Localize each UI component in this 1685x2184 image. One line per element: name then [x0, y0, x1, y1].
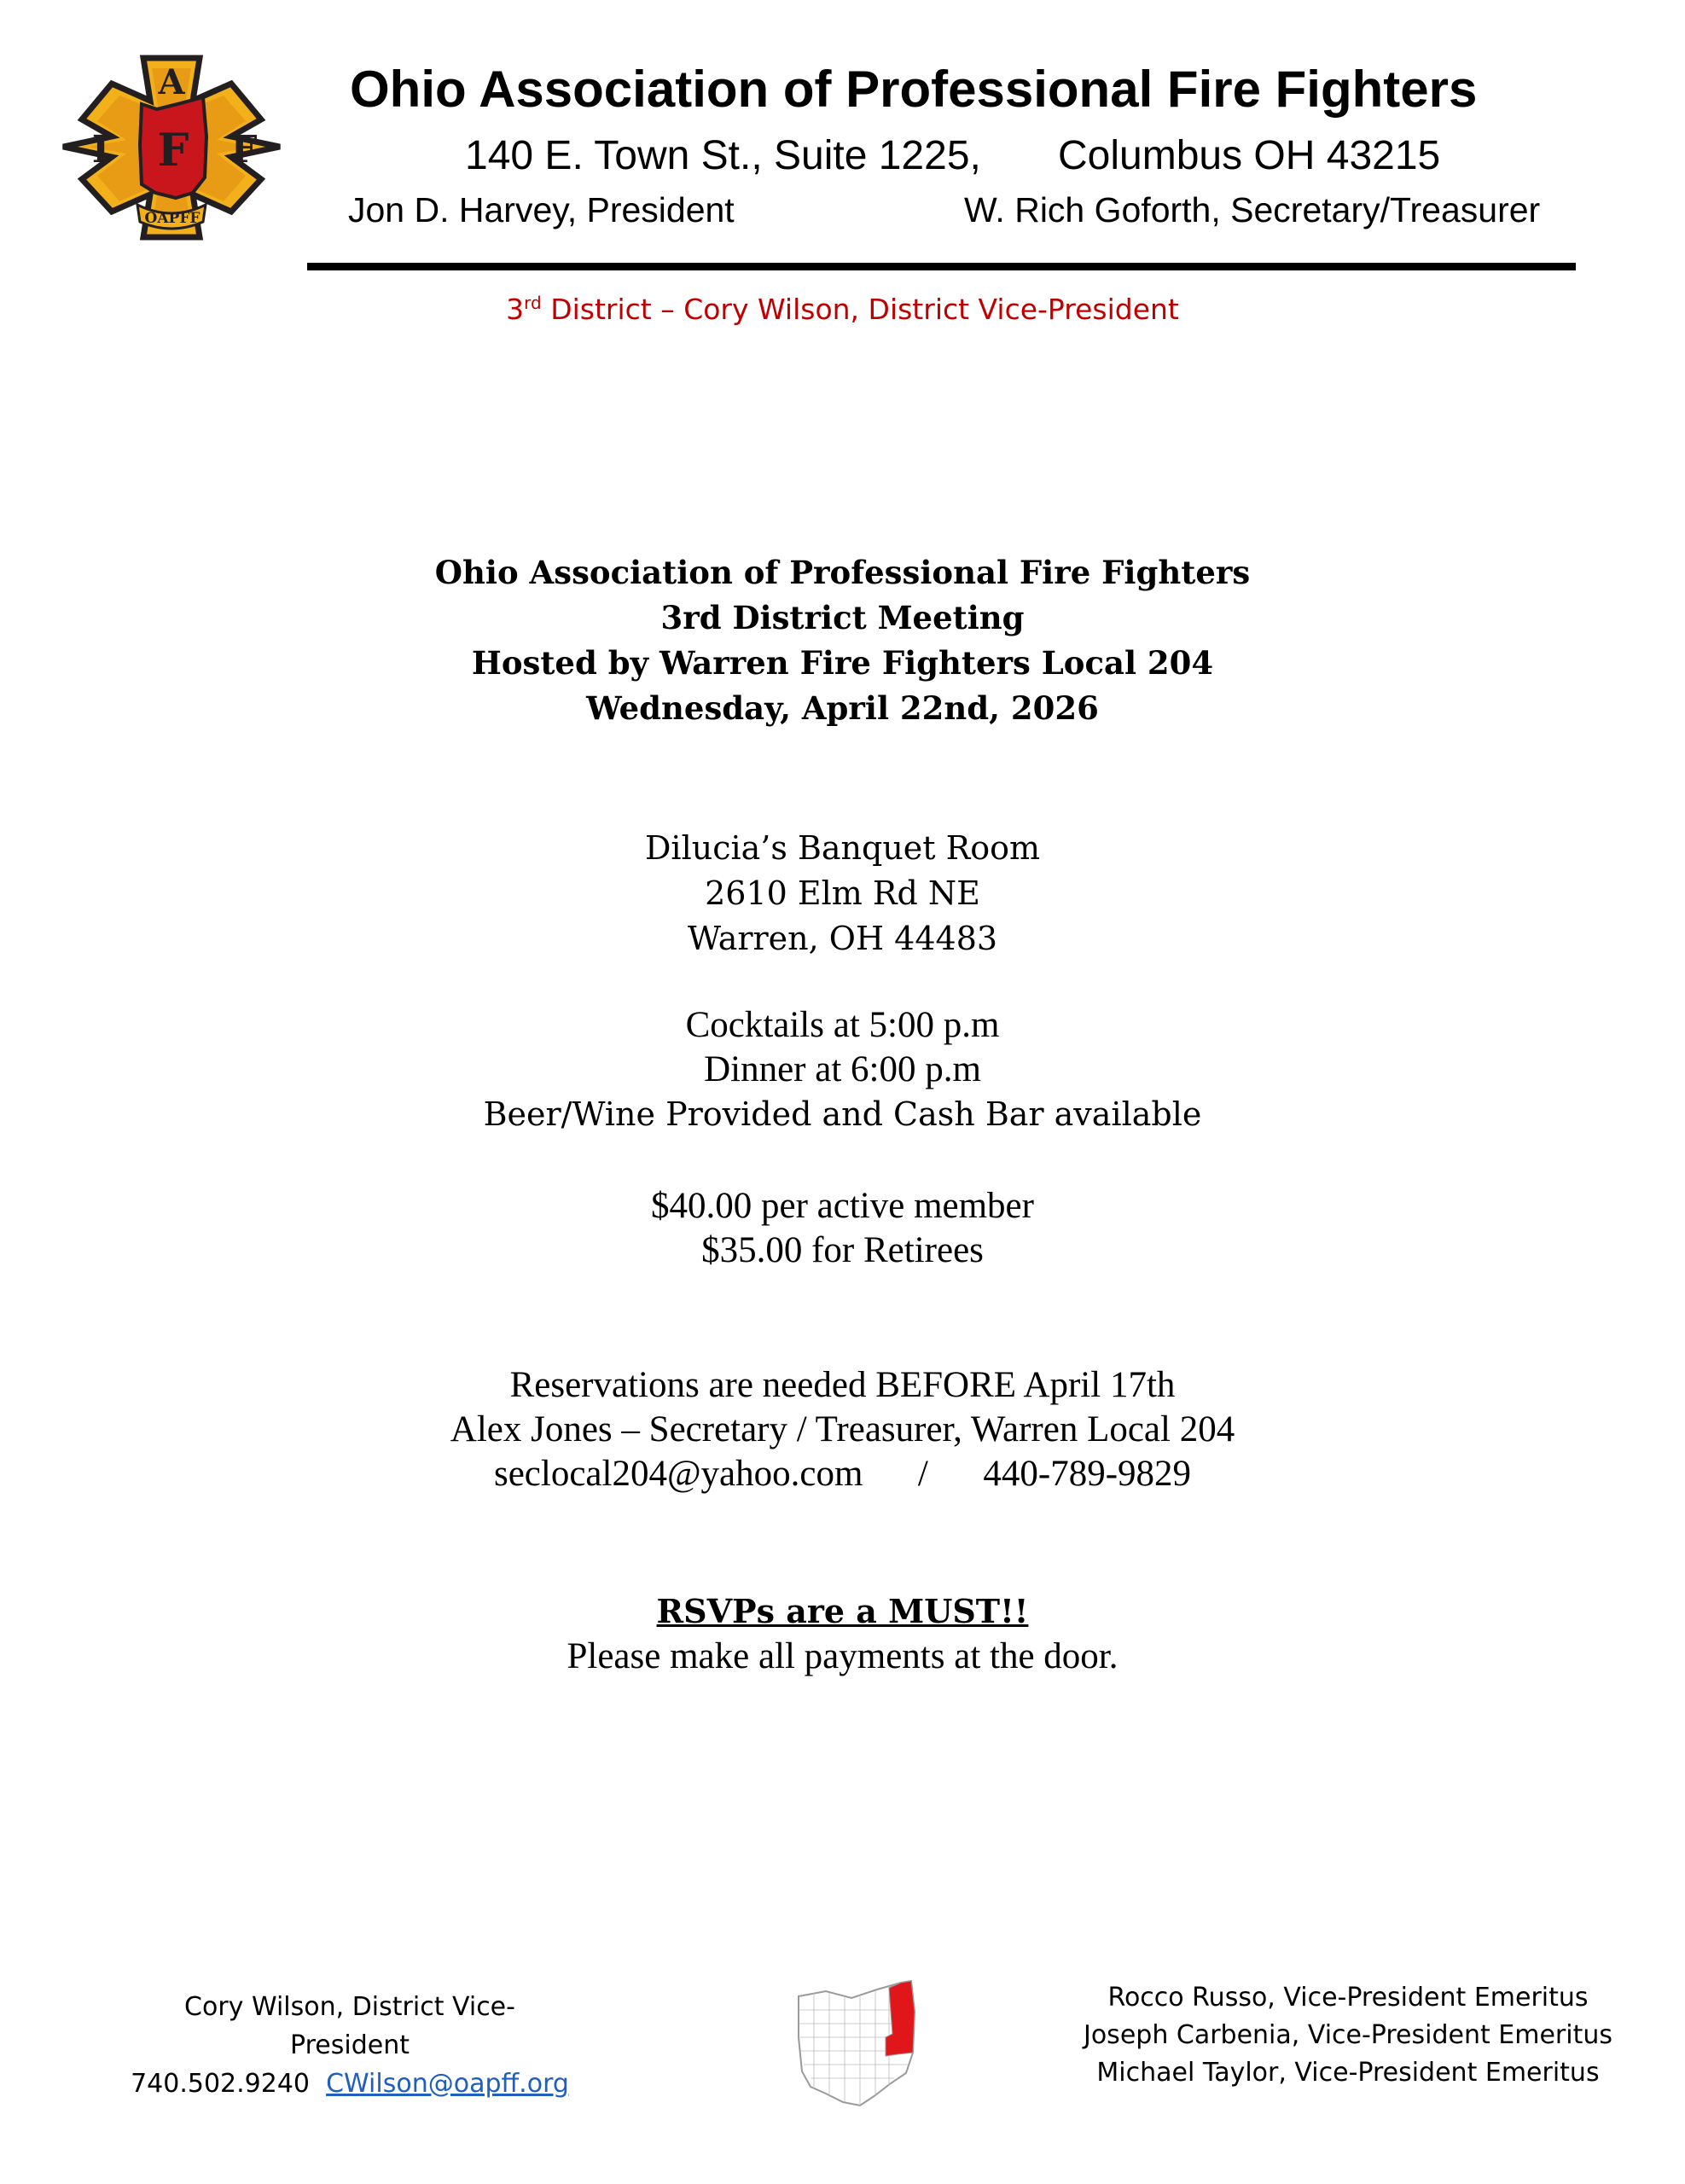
venue-name: Dilucia’s Banquet Room [644, 829, 1041, 867]
event-date: Wednesday, April 22nd, 2026 [586, 689, 1099, 727]
svg-text:F: F [157, 125, 189, 177]
secretary-treasurer-name: W. Rich Goforth, Secretary/Treasurer [964, 190, 1541, 229]
cocktails-time: Cocktails at 5:00 p.m [685, 1005, 1000, 1045]
rsvp-heading: RSVPs are a MUST!! [656, 1592, 1029, 1630]
president-name: Jon D. Harvey, President [348, 190, 735, 229]
footer-district-vp [128, 1988, 572, 2103]
header-divider [307, 263, 1576, 270]
dinner-time: Dinner at 6:00 p.m [704, 1049, 981, 1089]
reservation-info [0, 1363, 1685, 1496]
footer-emeritus-list [1071, 1979, 1625, 2092]
event-title-line: Hosted by Warren Fire Fighters Local 204 [471, 644, 1214, 682]
district-suffix: rd [524, 293, 542, 313]
price-active-member: $40.00 per active member [651, 1186, 1034, 1226]
district-number: 3 [506, 293, 525, 326]
event-title-line: Ohio Association of Professional Fire Fighters [434, 554, 1251, 591]
venue-city: Warren, OH 44483 [687, 920, 998, 957]
contact-row [0, 1452, 1685, 1496]
footer-vp-phone: 740.502.9240 [131, 2069, 311, 2099]
footer-vp-contact [128, 2065, 572, 2103]
iaff-oapff-logo [56, 51, 287, 243]
svg-text:OAPFF: OAPFF [144, 210, 200, 227]
district-vp-line [0, 293, 1685, 326]
svg-text:A: A [158, 62, 185, 102]
event-schedule [0, 1003, 1685, 1136]
footer-vp-name: Cory Wilson, District Vice-President [184, 1992, 515, 2060]
venue-address [0, 826, 1685, 961]
reservation-deadline: Reservations are needed BEFORE April 17th [509, 1365, 1176, 1405]
rsvp-section [0, 1589, 1685, 1679]
emeritus-line: Michael Taylor, Vice-President Emeritus [1096, 2058, 1600, 2088]
pricing [0, 1184, 1685, 1273]
address-city: Columbus OH 43215 [1058, 133, 1441, 178]
payment-note: Please make all payments at the door. [567, 1636, 1118, 1676]
reservation-contact: Alex Jones – Secretary / Treasurer, Warren Local 204 [450, 1409, 1235, 1449]
svg-text:F: F [230, 128, 258, 171]
venue-street: 2610 Elm Rd NE [705, 874, 980, 912]
footer-vp-email-link[interactable]: CWilson@oapff.org [326, 2069, 569, 2099]
event-title [0, 550, 1685, 731]
district-text: District – Cory Wilson, District Vice-President [541, 293, 1179, 326]
address-street: 140 E. Town St., Suite 1225, [465, 133, 981, 178]
bar-note: Beer/Wine Provided and Cash Bar available [483, 1095, 1202, 1133]
emeritus-line: Rocco Russo, Vice-President Emeritus [1107, 1983, 1589, 2013]
contact-phone: 440-789-9829 [983, 1454, 1192, 1494]
svg-text:I: I [91, 128, 110, 171]
price-retirees: $35.00 for Retirees [701, 1230, 984, 1270]
emeritus-line: Joseph Carbenia, Vice-President Emeritus [1083, 2020, 1612, 2050]
contact-email[interactable]: seclocal204@yahoo.com [493, 1454, 863, 1494]
ohio-district-map [792, 1978, 921, 2109]
org-name: Ohio Association of Professional Fire Fighters [350, 61, 1478, 118]
contact-separator: / [917, 1454, 928, 1494]
event-title-line: 3rd District Meeting [660, 599, 1025, 636]
